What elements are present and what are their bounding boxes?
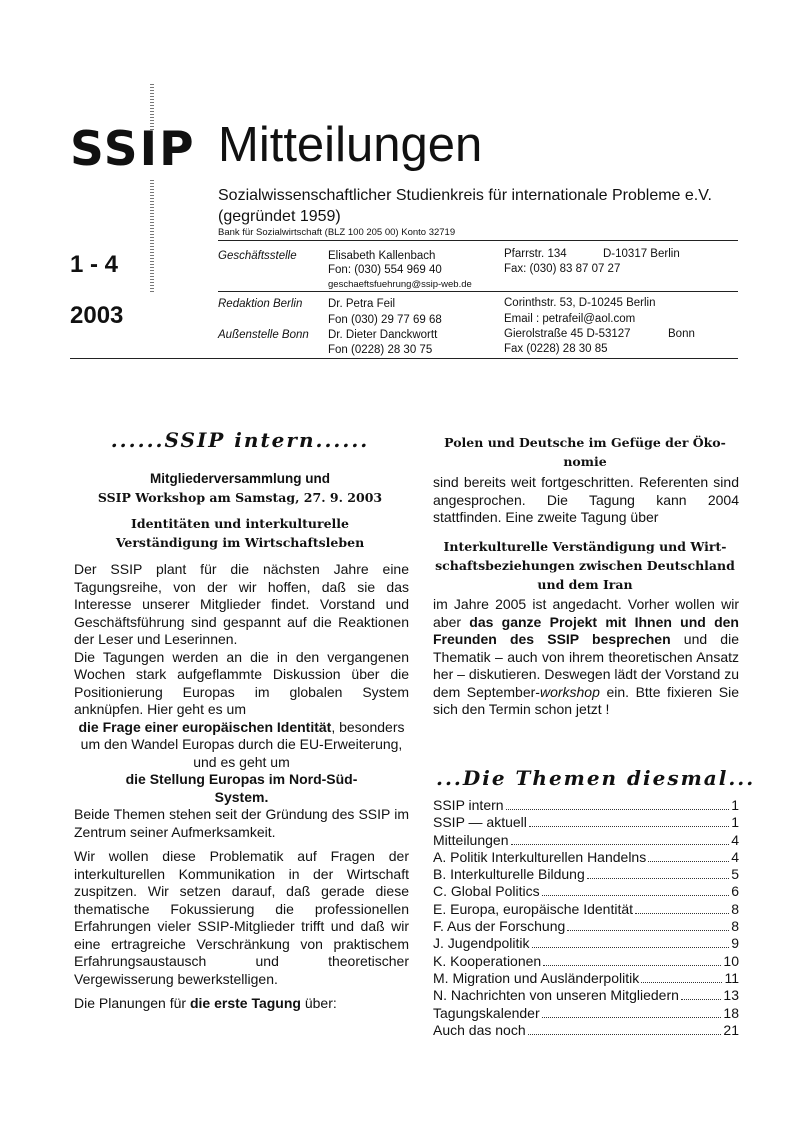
section-title-intern: ......SSIP intern...... — [110, 428, 370, 452]
paragraph: Beide Themen stehen seit der Gründung des SSIP im Zentrum seiner Aufmerksamkeit. — [74, 806, 409, 840]
toc-entry-page: 18 — [723, 1004, 739, 1021]
redaktion-address: Corinthstr. 53, D-10245 Berlin — [504, 297, 656, 309]
toc-entry-label: SSIP — aktuell — [433, 814, 527, 831]
paragraph-emphasis — [74, 719, 409, 772]
issue-number: 1 - 4 — [70, 251, 119, 278]
toc-entry-label: SSIP intern — [433, 797, 504, 813]
toc-entry-page: 21 — [723, 1021, 739, 1038]
meeting-heading — [70, 469, 410, 507]
aussenstelle-label: Außenstelle Bonn — [218, 329, 309, 341]
toc-leader-dots — [635, 913, 729, 914]
masthead-bottom-rule — [70, 358, 738, 359]
toc-leader-dots — [543, 965, 721, 966]
left-column-body — [74, 561, 409, 1013]
toc-entry-label: Mitteilungen — [433, 831, 509, 848]
toc-entry[interactable] — [433, 935, 739, 952]
heading-line: schaftsbeziehungen zwischen Deutschland — [435, 558, 735, 573]
iran-heading — [430, 537, 740, 594]
geschaeftsstelle-phone: Fon: (030) 554 969 40 — [328, 264, 442, 276]
toc-entry-label: Tagungskalender — [433, 1004, 540, 1021]
toc-entry-label: K. Kooperationen — [433, 952, 542, 969]
aussenstelle-phone: Fon (0228) 28 30 75 — [328, 344, 433, 356]
topic-line: Identitäten und interkulturelle — [131, 516, 349, 531]
paragraph: Der SSIP plant für die nächsten Jahre eine Tagungsreihe, von der wir hoffen, daß sie das Interesse unserer Mitglieder findet. Vorstand und Geschäftsführung sind gespannt auf die Reaktionen der Leser und Leserinnen. — [74, 561, 409, 647]
emphasis: das ganze Projekt mit Ihnen und den Freunden des SSIP besprechen — [433, 613, 739, 647]
emphasis: System. — [214, 788, 269, 805]
text: Die Tagungen werden an die in den vergangenen Wochen stark aufgeflammte Diskussion über die Positionierung Europas im globalen System anknüpfen. Hier geht es um — [74, 648, 409, 717]
redaktion-label: Redaktion Berlin — [218, 298, 303, 310]
text: , besonders um den Wandel Europas durch die EU-Erweiterung, und es geht um — [80, 718, 405, 770]
aussenstelle-name: Dr. Dieter Danckwortt — [328, 329, 438, 341]
paragraph-emphasis — [74, 771, 409, 806]
founding-note: (gegründet 1959) — [218, 208, 341, 225]
toc-leader-dots — [587, 878, 729, 879]
paragraph — [433, 596, 739, 719]
toc-entry-page: 4 — [731, 848, 739, 865]
toc-entry-page: 10 — [723, 952, 739, 969]
toc-entry[interactable] — [433, 797, 739, 814]
text: Die Planungen für — [74, 995, 190, 1011]
text: im Jahre 2005 ist angedacht. Vorher wollen wir aber — [433, 596, 739, 630]
text: über: — [300, 995, 337, 1011]
issue-year: 2003 — [70, 302, 124, 329]
redaktion-email[interactable]: Email : petrafeil@aol.com — [504, 313, 636, 325]
toc-leader-dots — [648, 861, 729, 862]
toc-leader-dots — [681, 999, 722, 1000]
toc-entry-label: B. Interkulturelle Bildung — [433, 866, 585, 883]
toc-entry[interactable] — [433, 987, 739, 1004]
toc-entry[interactable] — [433, 814, 739, 831]
geschaeftsstelle-street: Pfarrstr. 134 — [504, 248, 567, 260]
geschaeftsstelle-fax: Fax: (030) 83 87 07 27 — [504, 263, 621, 275]
toc-entry-label: F. Aus der Forschung — [433, 918, 566, 935]
toc-entry-page: 11 — [724, 969, 739, 986]
ssip-logo: SSIP — [70, 122, 196, 177]
toc-entry[interactable] — [433, 1022, 739, 1039]
toc-leader-dots — [528, 1034, 722, 1035]
topic-line: Verständigung im Wirtschaftsleben — [115, 535, 365, 550]
bank-details: Bank für Sozialwirtschaft (BLZ 100 205 00) Konto 32719 — [218, 227, 456, 238]
toc-title: ...Die Themen diesmal... — [436, 766, 756, 790]
toc-entry-page: 6 — [731, 883, 739, 900]
toc-entry-page: 1 — [731, 797, 739, 813]
heading-line: Polen und Deutsche im Gefüge der Öko- — [444, 435, 726, 450]
toc-entry-page: 4 — [731, 831, 739, 848]
toc-entry-page: 5 — [731, 866, 739, 883]
meeting-line: Mitgliederversammlung und — [149, 471, 331, 486]
emphasis: die Frage einer europäischen Identität — [78, 718, 332, 735]
emphasis-italic: workshop — [539, 683, 600, 700]
paragraph: sind bereits weit fortgeschritten. Referenten sind angesprochen. Die Tagung kann 2004 stattfinden. Eine zweite Tagung über — [433, 474, 739, 525]
heading-line: nomie — [563, 454, 607, 469]
header-rule — [218, 240, 738, 241]
poland-heading — [430, 433, 740, 471]
redaktion-name: Dr. Petra Feil — [328, 298, 396, 310]
toc-entry[interactable] — [433, 953, 739, 970]
geschaeftsstelle-email[interactable]: geschaeftsfuehrung@ssip-web.de — [328, 279, 472, 290]
toc-entry[interactable] — [433, 918, 739, 935]
toc-leader-dots — [511, 844, 730, 845]
redaktion-phone: Fon (030) 29 77 69 68 — [328, 314, 442, 326]
text: ein. Btte fixieren Sie sich den Termin schon jetzt ! — [433, 683, 739, 717]
toc-entry[interactable] — [433, 1005, 739, 1022]
emphasis: die Stellung Europas im Nord-Süd- — [125, 771, 358, 787]
organization-name — [218, 185, 712, 227]
text: und die Thematik – auch von ihrem theoretischen Ansatz her – diskutieren. Deswegen lädt der Vorstand zu dem September- — [433, 631, 739, 700]
toc-entry[interactable] — [433, 883, 739, 900]
meeting-line: SSIP Workshop am Samstag, 27. 9. 2003 — [97, 490, 383, 505]
toc-entry[interactable] — [433, 832, 739, 849]
toc-entry[interactable] — [433, 866, 739, 883]
toc-entry-page: 13 — [723, 987, 739, 1004]
toc-entry-label: J. Jugendpolitik — [433, 935, 530, 952]
toc-entry-label: M. Migration und Ausländerpolitik — [433, 969, 640, 986]
header-divider-bottom — [150, 180, 154, 292]
emphasis: die erste Tagung — [189, 995, 301, 1011]
toc-leader-dots — [542, 1017, 722, 1018]
paragraph: Wir wollen diese Problematik auf Fragen der interkulturellen Kommunikation in der Wirtschaft zuspitzen. Wir setzen darauf, daß gerade diese thematische Fokussierung die professionellen Erfahrungen vieler SSIP-Mitglieder trifft und daß wir eine ertragreiche Verschränkung von praktischem Erfahrungsaustausch und theoretischer Vergewisserung bewerkstelligen. — [74, 848, 409, 987]
toc-entry-label: Auch das noch — [433, 1021, 526, 1038]
toc-entry-page: 8 — [731, 918, 739, 935]
toc-entry[interactable] — [433, 849, 739, 866]
newsletter-title: Mitteilungen — [218, 118, 483, 172]
contact-rule — [218, 291, 738, 292]
toc-entry-label: A. Politik Interkulturellen Handelns — [433, 848, 647, 865]
aussenstelle-street: Gierolstraße 45 D-53127 — [504, 328, 631, 340]
toc-leader-dots — [532, 947, 730, 948]
aussenstelle-fax: Fax (0228) 28 30 85 — [504, 343, 608, 355]
toc-entry-label: E. Europa, europäische Identität — [433, 900, 634, 917]
toc-entry-page: 8 — [731, 900, 739, 917]
right-column-body — [433, 474, 739, 527]
toc-leader-dots — [542, 895, 730, 896]
paragraph — [74, 649, 409, 719]
toc-leader-dots — [506, 809, 730, 810]
heading-line: und dem Iran — [537, 577, 633, 592]
toc-entry-page: 9 — [731, 935, 739, 952]
toc-leader-dots — [529, 826, 729, 827]
aussenstelle-city: Bonn — [668, 328, 695, 340]
subtitle-line: Sozialwissenschaftlicher Studienkreis für internationale Probleme e.V. — [218, 187, 712, 204]
table-of-contents — [433, 797, 739, 1039]
toc-entry[interactable] — [433, 970, 739, 987]
heading-line: Interkulturelle Verständigung und Wirt- — [443, 539, 727, 554]
geschaeftsstelle-name: Elisabeth Kallenbach — [328, 250, 436, 262]
toc-entry-label: C. Global Politics — [433, 883, 540, 900]
toc-entry[interactable] — [433, 901, 739, 918]
geschaeftsstelle-city: D-10317 Berlin — [603, 248, 680, 260]
toc-leader-dots — [567, 930, 729, 931]
geschaeftsstelle-label: Geschäftsstelle — [218, 250, 297, 262]
topic-heading — [70, 514, 410, 552]
toc-leader-dots — [641, 982, 722, 983]
paragraph — [74, 995, 409, 1013]
toc-entry-page: 1 — [731, 814, 739, 831]
toc-entry-label: N. Nachrichten von unseren Mitgliedern — [433, 987, 679, 1004]
right-column-body-2 — [433, 596, 739, 719]
